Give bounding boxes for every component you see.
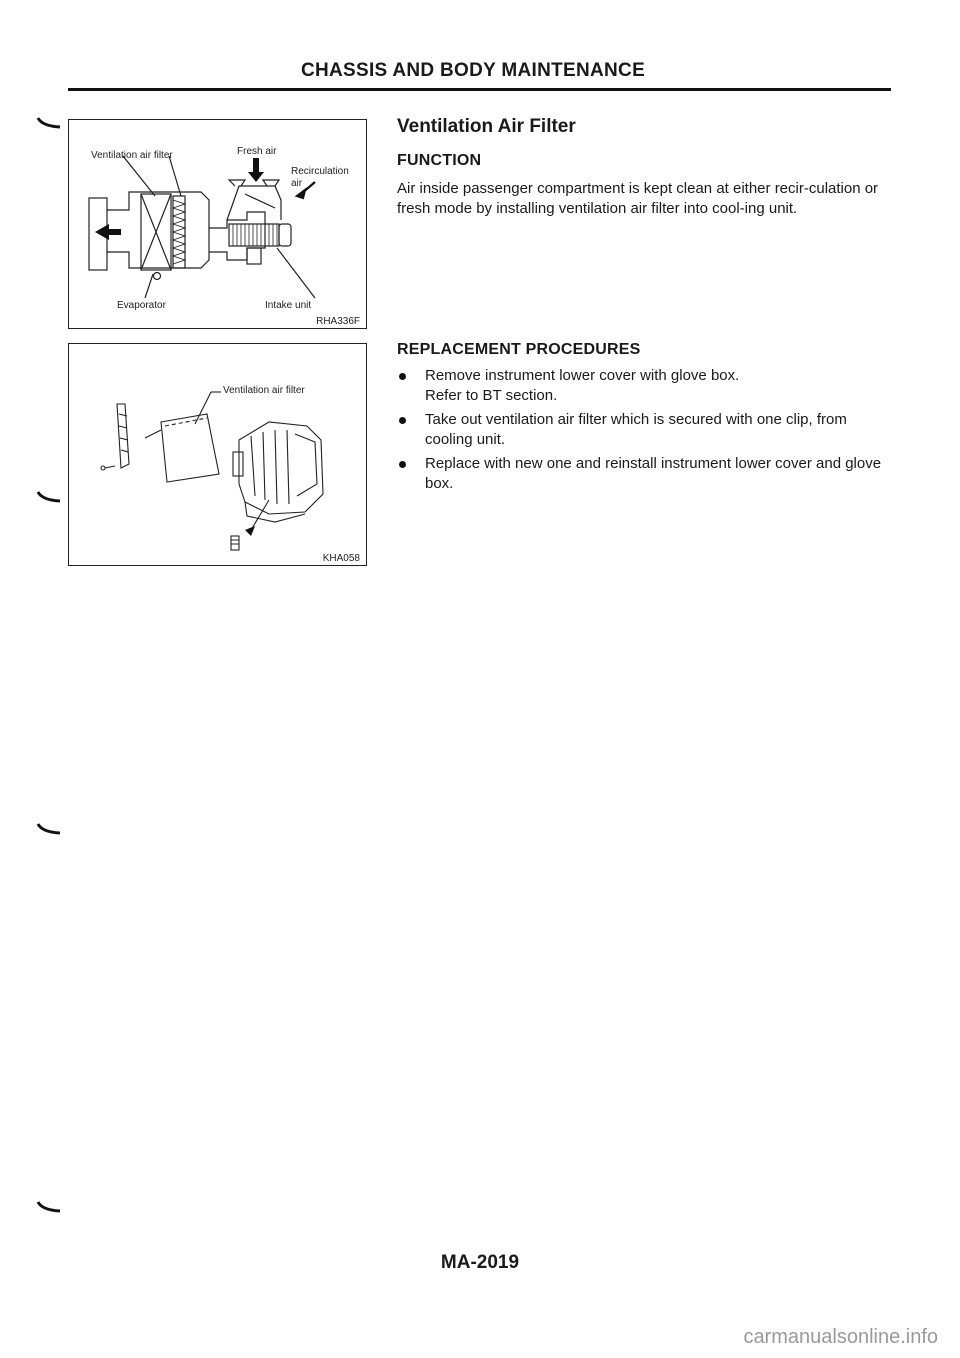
function-paragraph: Air inside passenger compartment is kept clean at either recir-culation or fresh mode by installing ventilation air filter into cool-ing unit.	[397, 180, 879, 217]
step-text: Replace with new one and reinstall instrument lower cover and glove box.	[425, 455, 882, 492]
figure-rha336f	[68, 119, 367, 329]
margin-mark	[36, 490, 62, 504]
margin-mark	[36, 822, 62, 836]
section-title: Ventilation Air Filter	[397, 116, 576, 137]
list-item	[397, 410, 892, 450]
label-ventilation-air-filter: Ventilation air filter	[223, 385, 305, 396]
filter-removal-diagram	[69, 344, 368, 567]
label-intake-unit: Intake unit	[265, 300, 312, 311]
bullet-icon	[399, 373, 406, 380]
label-evaporator: Evaporator	[117, 300, 166, 311]
bullet-icon	[399, 417, 406, 424]
label-ventilation-air-filter: Ventilation air filter	[91, 150, 173, 161]
figure-kha058	[68, 343, 367, 566]
bullet-icon	[399, 461, 406, 468]
replacement-steps	[397, 366, 892, 498]
label-recirculation: Recirculation	[291, 166, 349, 177]
replacement-heading: REPLACEMENT PROCEDURES	[397, 341, 641, 358]
watermark: carmanualsonline.info	[743, 1326, 938, 1348]
page-header: CHASSIS AND BODY MAINTENANCE	[300, 60, 646, 81]
label-recirculation-air: air	[291, 178, 303, 189]
label-fresh-air: Fresh air	[237, 146, 277, 157]
step-subtext: Refer to BT section.	[425, 387, 558, 404]
margin-mark	[36, 1200, 62, 1214]
figure-code: RHA336F	[316, 316, 360, 327]
step-text: Remove instrument lower cover with glove box.	[425, 367, 740, 384]
header-rule	[68, 88, 891, 91]
list-item	[397, 366, 892, 406]
function-heading: FUNCTION	[397, 152, 482, 169]
figure-code: KHA058	[322, 553, 360, 564]
page-number: MA-2019	[440, 1252, 520, 1273]
list-item	[397, 454, 892, 494]
margin-mark	[36, 116, 62, 130]
step-text: Take out ventilation air filter which is secured with one clip, from cooling unit.	[425, 411, 847, 448]
